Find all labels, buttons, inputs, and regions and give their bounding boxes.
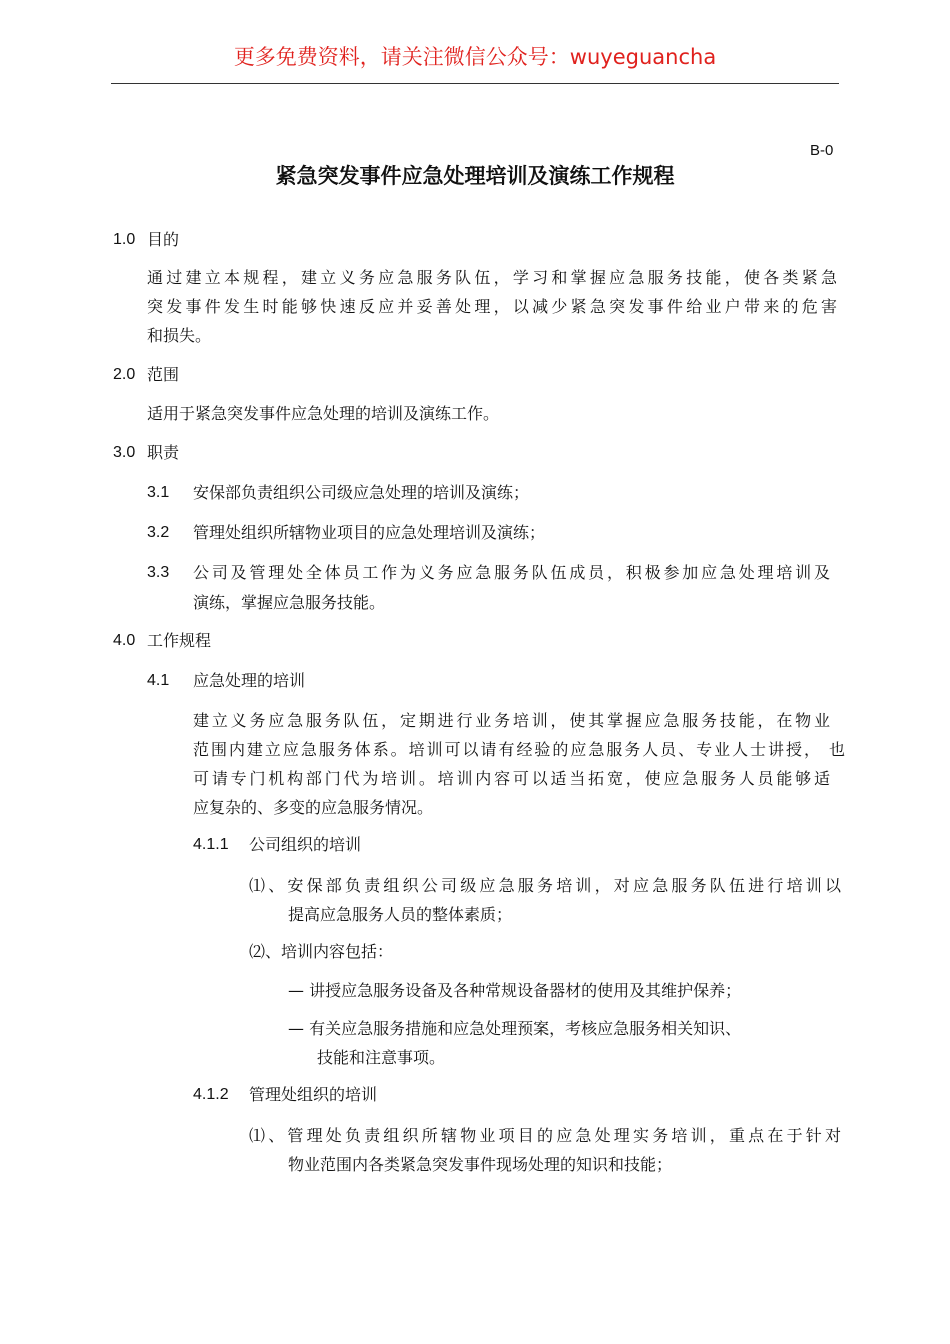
item-4-1-line-3: 可请专门机构部门代为培训。培训内容可以适当拓宽，使应急服务人员能够适: [193, 769, 830, 788]
item-4-1-2-point-1-line-1: ⑴、管理处负责组织所辖物业项目的应急处理实务培训，重点在于针对: [249, 1126, 841, 1145]
section-1-line-2: 突发事件发生时能够快速反应并妥善处理，以减少紧急突发事件给业户带来的危害: [147, 297, 837, 316]
item-3-2-text: 管理处组织所辖物业项目的应急处理培训及演练；: [193, 523, 546, 542]
section-3-number: 3.0: [113, 444, 136, 461]
dash-item-1: — 讲授应急服务设备及各种常规设备器材的使用及其维护保养；: [288, 981, 742, 1000]
item-3-1-text: 安保部负责组织公司级应急处理的培训及演练；: [193, 483, 530, 502]
section-3-heading: 职责: [147, 443, 180, 462]
item-3-3-line-2: 演练，掌握应急服务技能。: [193, 593, 386, 612]
document-title: 紧急突发事件应急处理培训及演练工作规程: [275, 163, 675, 188]
item-3-3-line-1: 公司及管理处全体员工作为义务应急服务队伍成员，积极参加应急处理培训及: [193, 563, 830, 582]
item-4-1-line-4: 应复杂的、多变的应急服务情况。: [193, 798, 434, 817]
item-4-1-number: 4.1: [147, 672, 170, 689]
item-4-1-1-number: 4.1.1: [193, 836, 229, 853]
item-4-1-2-number: 4.1.2: [193, 1086, 229, 1103]
section-1-line-3: 和损失。: [147, 326, 212, 345]
dash-item-2-line-2: 技能和注意事项。: [317, 1048, 446, 1067]
section-1-line-1: 通过建立本规程，建立义务应急服务队伍，学习和掌握应急服务技能，使各类紧急: [147, 268, 837, 287]
section-4-heading: 工作规程: [147, 631, 212, 650]
section-2-text: 适用于紧急突发事件应急处理的培训及演练工作。: [147, 404, 500, 423]
item-4-1-2-heading: 管理处组织的培训: [249, 1085, 378, 1104]
item-4-1-1-heading: 公司组织的培训: [249, 835, 362, 854]
section-2-heading: 范围: [147, 365, 180, 384]
banner-divider: [111, 83, 839, 84]
item-4-1-line-1: 建立义务应急服务队伍，定期进行业务培训，使其掌握应急服务技能，在物业: [193, 711, 830, 730]
section-1-heading: 目的: [147, 230, 180, 249]
item-4-1-1-point-2: ⑵、培训内容包括：: [249, 942, 394, 961]
item-3-2-number: 3.2: [147, 524, 170, 541]
item-4-1-2-point-1-line-2: 物业范围内各类紧急突发事件现场处理的知识和技能；: [288, 1155, 673, 1174]
item-3-1-number: 3.1: [147, 484, 170, 501]
section-2-number: 2.0: [113, 366, 136, 383]
banner-text: 更多免费资料，请关注微信公众号：wuyeguancha: [233, 45, 717, 69]
dash-item-2-line-1: — 有关应急服务措施和应急处理预案，考核应急服务相关知识、: [288, 1019, 742, 1038]
section-4-number: 4.0: [113, 632, 136, 649]
item-4-1-1-point-1-line-2: 提高应急服务人员的整体素质；: [288, 905, 513, 924]
item-3-3-number: 3.3: [147, 564, 170, 581]
item-4-1-1-point-1-line-1: ⑴、安保部负责组织公司级应急服务培训，对应急服务队伍进行培训以: [249, 876, 841, 895]
section-1-number: 1.0: [113, 231, 136, 248]
item-4-1-line-2: 范围内建立应急服务体系。培训可以请有经验的应急服务人员、专业人士讲授， 也: [193, 740, 845, 759]
document-code: B-0: [810, 142, 834, 159]
item-4-1-heading: 应急处理的培训: [193, 671, 306, 690]
